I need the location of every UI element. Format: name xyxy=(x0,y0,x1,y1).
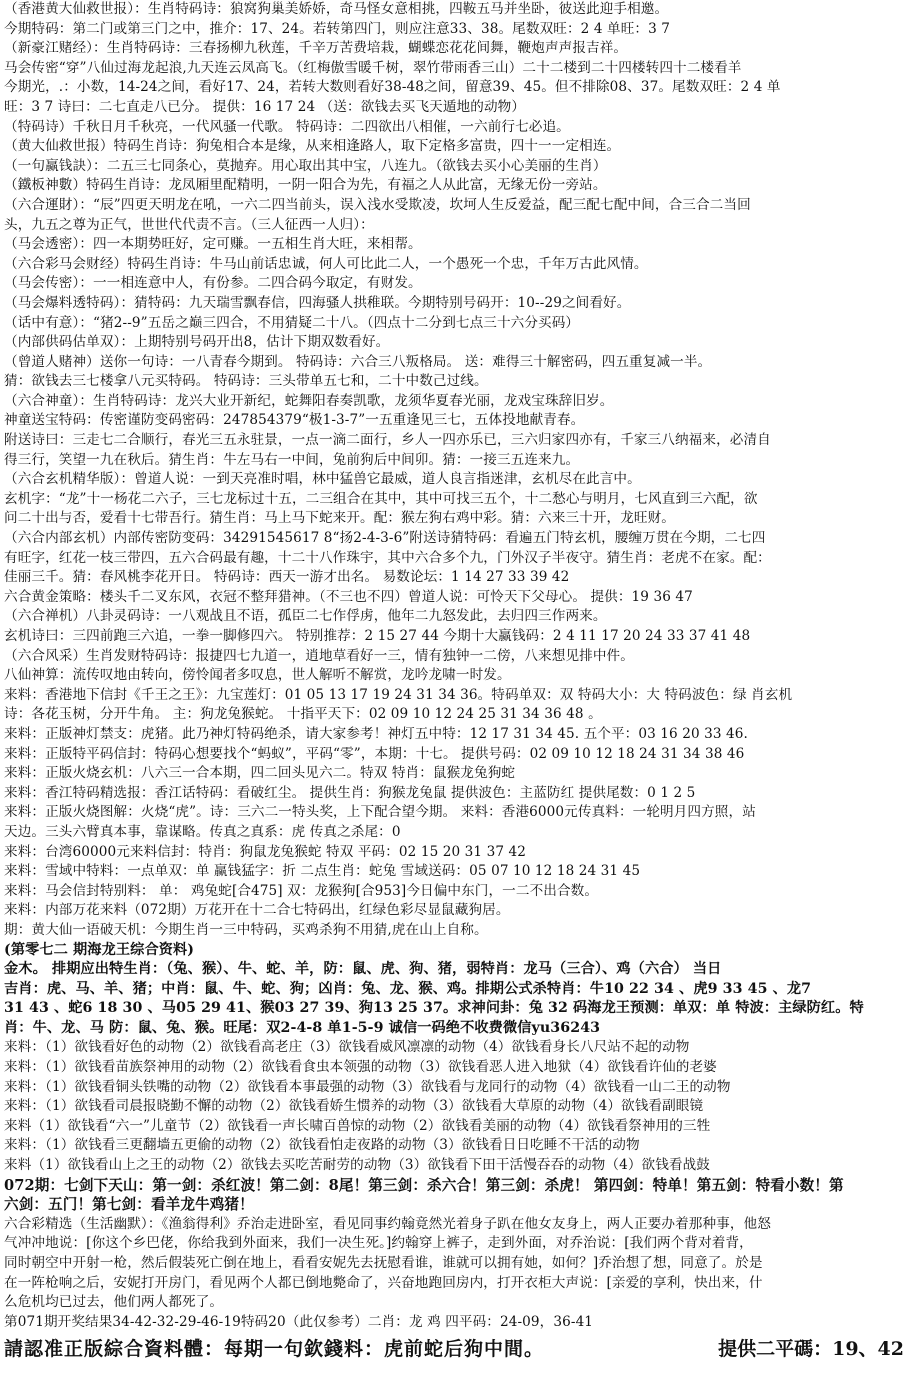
text-line: 神童送宝特码：传密谨防变码密码：247854379“极1-3-7”一五重逢见三七，五体投地献青春。 xyxy=(4,412,585,429)
text-line: 来料（1）欲钱看“六一”儿童节（2）欲钱看一声长啸百兽惊的动物（2）欲钱看美丽的动物（4）欲钱看祭神用的三牲 xyxy=(4,1117,711,1134)
text-line: 来料：正版特平码信封：特码心想要找个“蚂蚁”，平码“零”，本期：十七。 提供号码：02 09 10 12 18 24 31 34 38 46 xyxy=(4,745,745,762)
text-line: 问二十出与否，爱看十七带吾行。猜生肖：马上马下蛇来开。配：猴左狗右鸡中彩。猜：六来三十开，龙旺财。 xyxy=(4,510,675,527)
text-line: （六合禅机）八卦灵码诗：一八观战且不语，孤臣二七作俘虏，他年二九怒发此，去归四三作两来。 xyxy=(4,608,607,625)
text-line: 头，九五之尊为正气，世世代代责不言。（三人征西一人归）： xyxy=(4,216,374,233)
footer-two-numbers: 提供二平碼：19、42 xyxy=(718,1338,904,1361)
text-line: 马会传密“穿”八仙过海龙起浪,九天连云凤高飞。（红梅傲雪暖千树，翠竹带雨香三山）二十二楼到二十四楼转四十二楼看羊 xyxy=(4,59,742,76)
text-line: 附送诗曰：三走七二合顺行，春光三五永驻景，一点一滴二面行，乡人一四亦乐已，三六归家四亦有，千家三八纳福来，必清自 xyxy=(4,432,771,449)
text-line: 来料（1）欲钱看山上之王的动物（2）欲钱去买吃苦耐劳的动物（3）欲钱看下田干活慢吞吞的动物（4）欲钱看战鼓 xyxy=(4,1157,710,1174)
text-line: 同时朝空中开射一枪，然后假装死亡倒在地上，看看安妮先去抚慰看谁，谁就可以拥有她，如何？]乔治想了想，同意了。於是 xyxy=(4,1255,763,1271)
text-line: （六合彩马会财经）特码生肖诗：牛马山前话忠诚，何人可比此二人，一个愚死一个忠，千年万古此风情。 xyxy=(4,255,648,272)
text-line: （香港黄大仙救世报）：生肖特码诗：狼窝狗巢美娇娇，奇马怪女意相挑，四鞍五马并坐卧，彼送此迎手相邀。 xyxy=(4,1,669,17)
text-line: 佳丽三千。猜：春风桃李花开日。 特码诗：西天一游才出名。 易数论坛：1 14 27 33 39 42 xyxy=(4,569,570,586)
text-line: （六合玄机精华版）：曾道人说：一到天亮准时唱，林中猛兽它最威，道人良言指迷津，玄机尽在此言中。 xyxy=(4,471,641,488)
text-line: 六剑：五门！第七剑：看羊龙牛鸡猪！ xyxy=(4,1196,254,1214)
text-line: 来料：（1）欲钱看好色的动物（2）欲钱看高老庄（3）欲钱看威风凛凛的动物（4）欲钱看身长八尺站不起的动物 xyxy=(4,1039,690,1056)
text-line: 八仙神算：流传叹地由转向，傍怜闻者多叹息，世人解听不解赏，龙吟龙啸一时发。 xyxy=(4,667,511,684)
text-line: 玄机诗曰：三四前跑三六追，一拳一脚修四六。 特别推荐：2 15 27 44 今期十大赢钱码：2 4 11 17 20 24 33 37 41 48 xyxy=(4,628,751,644)
text-line: 今期特码：第二门或第三门之中，推介：17、24。若转第四门，则应注意33、38。尾数双旺：2 4 单旺：3 7 xyxy=(4,20,670,37)
text-line: 肖：牛、龙、马 防：鼠、兔、猴。旺尾：双2-4-8 单1-5-9 诚信一码绝不收费微信yu36243 xyxy=(4,1019,601,1036)
text-line: 来料：马会信封特别料： 单： 鸡兔蛇[合475] 双：龙猴狗[合953]今日偏中东门，一二不出合数。 xyxy=(4,882,599,899)
text-line: 有旺字，红花一枝三带四，五六合码最有趣，十二十八作珠宇，其中六合多个九，门外汉子半夜守。猜生肖：老虎不在家。配： xyxy=(4,549,771,566)
text-line: 猜：欲钱去三七楼拿八元买特码。 特码诗：三头带单五七和，二十中数己过线。 xyxy=(4,373,488,390)
text-line: （六合運財）：“辰”四更天明龙在吼，一六二四当前头，误入浅水受欺凌，坎坷人生反爱益，配三配七配中间，合三合二当回 xyxy=(4,196,751,213)
text-line: 来料：正版神灯禁支：虎猪。此乃神灯特码绝杀，请大家参考！神灯五中特：12 17 31 34 45. 五个平：03 16 20 33 46. xyxy=(4,725,748,742)
text-line: 在一阵枪响之后，安妮打开房门，看见两个人都已倒地斃命了，兴奋地跑回房内，打开衣柜大声说：[亲爱的享利，快出来，什 xyxy=(4,1274,763,1291)
text-line: 玄机字：“龙”十一杨花二六子，三七龙标过十五，二三组合在其中，其中可找三五个，十二愁心与明月，七风直到三六配，欲 xyxy=(4,490,758,507)
text-line: 072期：七剑下天山：第一剑：杀红波！第二剑：8尾！第三剑：杀六合！第三剑：杀虎！ 第四剑：特单！第五剑：特看小数！第 xyxy=(4,1176,844,1194)
footer-bar xyxy=(4,1334,916,1364)
text-line: （内部供码估单双）：上期特别号码开出8，估计下期双数看好。 xyxy=(4,334,390,351)
text-line: 六合彩精选（生活幽默）：《渔翁得利》乔治走进卧室，看见同事约翰竟然光着身子趴在他女友身上，两人正要办着那种事，他怒 xyxy=(4,1215,771,1232)
text-line: 么危机均已过去，他们两人都死了。 xyxy=(4,1294,224,1311)
text-line: 诗：各花玉树，分开牛角。 主：狗龙兔猴蛇。 十指平天下：02 09 10 12 24 25 31 34 36 48 。 xyxy=(4,706,602,723)
text-line: 旺：3 7 诗曰：二七直走八已分。 提供：16 17 24 （送：欲钱去买飞天遁地的动物） xyxy=(4,98,526,115)
text-line: 来料：台湾60000元来料信封：特肖：狗鼠龙兔猴蛇 特双 平码：02 15 20 31 37 42 xyxy=(4,843,527,860)
text-line: 来料：（1）欲钱看苗族祭神用的动物（2）欲钱看食虫本领强的动物（3）欲钱看恶人进入地狱（4）欲钱看许仙的老婆 xyxy=(4,1059,717,1076)
text-line: （六合内部玄机）内部传密防变码：34291545617 8“扬2-4-3-6”附送诗猜特码：看遍五门特玄机，腰缠万贯在今期，二七四 xyxy=(4,530,766,547)
text-line: 天边。三头六臂真本事，靠谋略。传真之真系：虎 传真之杀尾：0 xyxy=(4,823,401,840)
text-line: 得三行，笑望一九在秋后。猜生肖：牛左马右一中间，兔前狗后中间卯。猜：一接三五连来九。 xyxy=(4,451,580,468)
text-line: （特码诗）千秋日月千秋亮，一代风骚一代歌。 特码诗：二四欲出八相催，一六前行七必追。 xyxy=(4,118,570,135)
text-line: （马会传密）：一一相连意中人，有份参。二四合码今取定，有财发。 xyxy=(4,275,422,292)
text-line: 来料：（1）欲钱看三更翻墙五更偷的动物（2）欲钱看怕走夜路的动物（3）欲钱看日日吃睡不干活的动物 xyxy=(4,1137,640,1154)
text-line: 来料：正版火烧图解：火烧“虎”。诗：三六二一特头奖，上下配合望今期。 来料：香港6000元传真料：一轮明月四方照，站 xyxy=(4,804,756,821)
text-line: 31 43 、蛇6 18 30 、马05 29 41、猴03 27 39、狗13 25 37。求神问卦：兔 32 码海龙王预测：单双：单 特波：主绿防红。特 xyxy=(4,1000,864,1017)
content-body xyxy=(4,0,916,1332)
text-line: （黄大仙救世报）特码生肖诗：狗兔相合本是缘，从来相逢路人，取下定格多富贵，四十一一定相连。 xyxy=(4,138,621,155)
footer-slogan: 請認准正版綜合資料體：每期一句欽錢料：虎前蛇后狗中間。 xyxy=(4,1338,545,1361)
text-line: （曾道人赌神）送你一句诗：一八青春今期到。 特码诗：六合三八叛格局。 送：难得三十解密码，四五重复减一半。 xyxy=(4,353,712,370)
text-line: 来料：雪域中特料：一点单双：单 赢钱猛字：折 二点生肖：蛇兔 雪域送码：05 07 10 12 18 24 31 45 xyxy=(4,863,641,880)
text-line: 来料：内部万花来料（072期）万花开在十二合七特码出，红绿色彩尽显鼠藏狗居。 xyxy=(4,902,510,919)
text-line: （一句赢钱訣）：二五三七同条心，莫抛弃。用心取出其中宝，八连九。（欲钱去买小心美丽的生肖） xyxy=(4,157,607,174)
text-line: （鐵板神數）特码生肖诗：龙凤厢里配精明，一阴一阳合为先，有福之人从此富，无缘无份一旁站。 xyxy=(4,177,607,194)
text-line: 六合黄金策略：楼头千二叉东风，衣冠不整拜猎神。（不三也不四）曾道人说：可怜天下父母心。 提供：19 36 47 xyxy=(4,588,693,605)
text-line: 来料：（1）欲钱看司晨报晓勤不懈的动物（2）欲钱看娇生惯养的动物（3）欲钱看大草原的动物（4）欲钱看副眼镜 xyxy=(4,1098,704,1115)
text-line: （六合风采）生肖发财特码诗：报捷四七九道一，逍地草看好一三，情有独钟一二傍，八来想见排中件。 xyxy=(4,647,634,664)
text-line: （话中有意）：“猪2--9”五岳之巅三四合，不用猜疑二十八。（四点十二分到七点三十六分买码） xyxy=(4,314,580,331)
text-line: 气冲冲地说：[你这个乡巴佬，你给我到外面来，我们一决生死。]约翰穿上裤子，走到外面，对乔治说：[我们两个背对着背， xyxy=(4,1235,753,1252)
text-line: （马会爆料透特码）：猜特码：九天瑞雪飘春信，四海骚人拱稚联。今期特别号码开：10--29之间看好。 xyxy=(4,294,631,311)
text-line: （马会透密）：四一本期势旺好，定可赚。一五相生肖大旺，来相帮。 xyxy=(4,236,422,253)
text-line: （新豪江赌经）：生肖特码诗：三春扬柳九秋莲，千辛万苦费培栽，蝴蝶恋花花间舞，鞭炮声声报吉祥。 xyxy=(4,40,628,57)
text-line: 期：黄大仙一语破天机：今期生肖一三中特码，买鸡杀狗不用猜,虎在山上自称。 xyxy=(4,921,488,938)
text-line: 金木。 排期应出特生肖：（兔、猴）、牛、蛇、羊，防：鼠、虎、狗、猪，弱特肖：龙马（三合）、鸡（六合） 当日 xyxy=(4,961,722,978)
text-line: （六合神童）：生肖特码诗：龙兴大业开新纪，蛇舞阳春奏凯歌，龙须华夏春光丽，龙戏宝珠辞旧岁。 xyxy=(4,392,614,409)
text-line: 来料：（1）欲钱看铜头铁嘴的动物（2）欲钱看本事最强的动物（3）欲钱看与龙同行的动物（4）欲钱看一山二王的动物 xyxy=(4,1078,731,1095)
text-line: 来料：正版火烧玄机：八六三一合本期，四二回头见六二。特双 特肖：鼠猴龙兔狗蛇 xyxy=(4,765,516,782)
text-line: 第071期开奖结果34-42-32-29-46-19特码20（此仅参考）二肖：龙 鸡 四平码：24-09，36-41 xyxy=(4,1313,594,1330)
text-line: 来料：香江特码精选报：香江话特码：看破红尘。 提供生肖：狗猴龙兔鼠 提供波色：主蓝防红 提供尾数：0 1 2 5 xyxy=(4,784,696,801)
text-line: 吉肖：虎、马、羊、猪；中肖：鼠、牛、蛇、狗；凶肖：兔、龙、猴、鸡。排期公式杀特肖：牛10 22 34 、虎9 33 45 、龙7 xyxy=(4,980,812,997)
text-line: 今期光，.：小数，14-24之间，看好17、24，若转大数则看好38-48之间，留意39、45。但不排除08、37。尾数双旺：2 4 单 xyxy=(4,79,781,96)
text-line: (第零七二 期海龙王综合资料) xyxy=(4,941,195,958)
text-line: 来料：香港地下信封《千王之王》：九宝莲灯：01 05 13 17 19 24 31 34 36。特码单双：双 特码大小：大 特码波色：绿 肖玄机 xyxy=(4,686,793,703)
